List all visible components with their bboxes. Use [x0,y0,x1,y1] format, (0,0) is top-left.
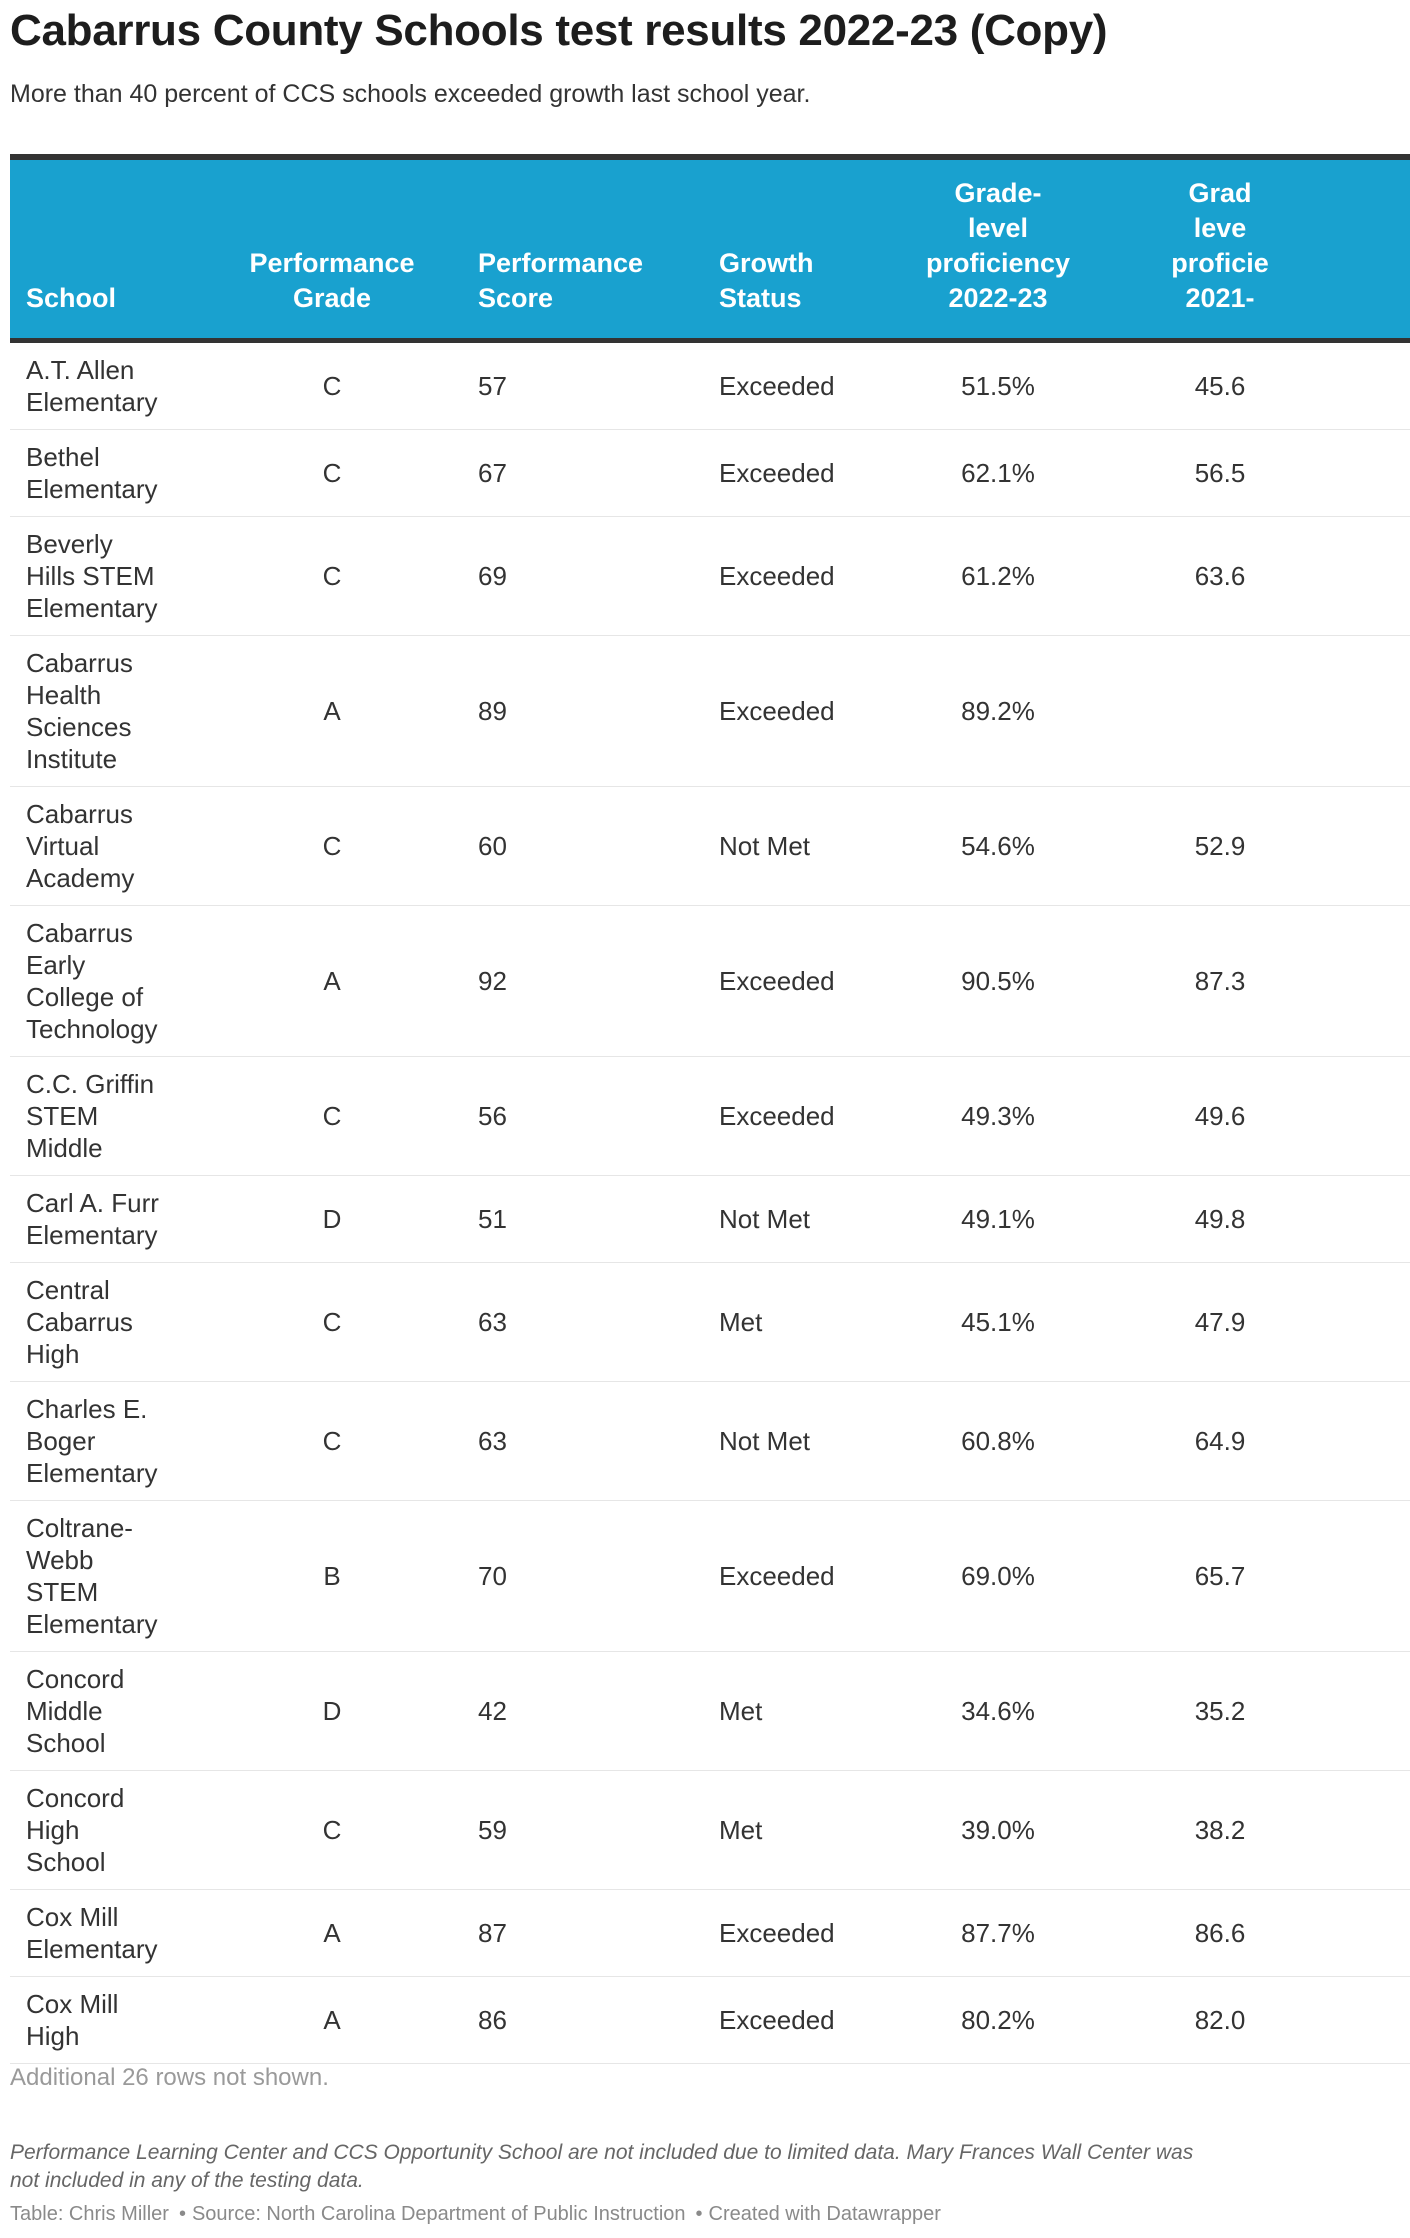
growth-status-cell: Not Met [719,831,811,861]
performance-score-cell: 69 [478,561,507,591]
byline-created: Created with Datawrapper [708,2203,941,2225]
table-row [10,1382,1410,1501]
performance-score-cell: 92 [478,966,507,996]
performance-grade-cell: A [323,1918,341,1948]
performance-grade-cell: D [322,1204,342,1234]
growth-status-cell: Exceeded [719,966,835,996]
proficiency-2022-23-cell: 62.1% [961,458,1035,488]
proficiency-2022-23-cell: 34.6% [961,1696,1035,1726]
more-rows-note: Additional 26 rows not shown. [10,2064,329,2091]
byline-separator: • [178,2203,186,2225]
school-name-cell: Cabarrus Virtual Academy [26,799,135,893]
proficiency-2021-22-cell: 35.2 [1194,1696,1246,1726]
table-row [10,1501,1410,1652]
performance-grade-cell: C [322,371,342,401]
growth-status-cell: Exceeded [719,696,835,726]
header-school[interactable]: School [26,283,117,313]
byline [10,2203,941,2226]
table-body [10,343,1410,2064]
performance-grade-cell: A [323,2005,341,2035]
performance-score-cell: 57 [478,371,507,401]
table-row [10,787,1410,906]
proficiency-2022-23-cell: 51.5% [961,371,1035,401]
byline-source: Source: North Carolina Department of Public Instruction [191,2203,686,2225]
data-table [10,154,1269,2051]
performance-grade-cell: A [323,966,341,996]
performance-score-cell: 42 [478,1696,507,1726]
proficiency-2021-22-cell: 47.9 [1194,1307,1246,1337]
proficiency-2021-22-cell: 87.3 [1194,966,1246,996]
proficiency-2021-22-cell: 45.6 [1194,371,1246,401]
table-row [10,1652,1410,1771]
performance-grade-cell: C [322,1307,342,1337]
table-row [10,1263,1410,1382]
chart-subtitle: More than 40 percent of CCS schools exceeded growth last school year. [10,80,811,108]
proficiency-2022-23-cell: 54.6% [961,831,1035,861]
header-performance-score[interactable]: Performance Score [478,248,644,313]
proficiency-2021-22-cell: 49.8 [1194,1204,1246,1234]
performance-grade-cell: D [322,1696,342,1726]
school-name-cell: Carl A. Furr Elementary [26,1188,159,1250]
school-name-cell: C.C. Griffin STEM Middle [26,1069,155,1163]
performance-score-cell: 70 [478,1561,507,1591]
performance-score-cell: 51 [478,1204,507,1234]
table-row [10,1057,1410,1176]
growth-status-cell: Met [719,1307,763,1337]
table-row [10,906,1410,1057]
performance-grade-cell: C [322,1815,342,1845]
proficiency-2022-23-cell: 45.1% [961,1307,1035,1337]
proficiency-2022-23-cell: 60.8% [961,1426,1035,1456]
performance-score-cell: 89 [478,696,507,726]
performance-score-cell: 87 [478,1918,507,1948]
school-name-cell: Concord Middle School [26,1664,125,1758]
performance-score-cell: 56 [478,1101,507,1131]
proficiency-2021-22-cell: 63.6 [1194,561,1246,591]
proficiency-2022-23-cell: 89.2% [961,696,1035,726]
growth-status-cell: Not Met [719,1426,811,1456]
school-name-cell: Cox Mill Elementary [26,1902,158,1964]
school-name-cell: Bethel Elementary [26,442,158,504]
performance-grade-cell: B [323,1561,341,1591]
header-proficiency-2022-23[interactable]: Grade- level proficiency 2022-23 [925,178,1071,313]
performance-grade-cell: C [322,831,342,861]
table-row [10,430,1410,517]
performance-grade-cell: C [322,1426,342,1456]
performance-score-cell: 59 [478,1815,507,1845]
table-row [10,1977,1410,2064]
growth-status-cell: Met [719,1815,763,1845]
table-row [10,636,1410,787]
proficiency-2021-22-cell: 82.0 [1194,2005,1246,2035]
school-name-cell: Cox Mill High [26,1989,119,2051]
proficiency-2021-22-cell: 65.7 [1194,1561,1246,1591]
growth-status-cell: Exceeded [719,2005,835,2035]
performance-grade-cell: A [323,696,341,726]
school-name-cell: Cabarrus Health Sciences Institute [26,648,133,774]
performance-score-cell: 63 [478,1426,507,1456]
proficiency-2021-22-cell: 86.6 [1194,1918,1246,1948]
header-proficiency-2021-22[interactable]: Grad leve proficie 2021- [1171,178,1269,313]
table-row [10,1176,1410,1263]
proficiency-2021-22-cell: 64.9 [1194,1426,1246,1456]
school-name-cell: Cabarrus Early College of Technology [26,918,158,1044]
proficiency-2022-23-cell: 87.7% [961,1918,1035,1948]
performance-score-cell: 67 [478,458,507,488]
header-growth-status[interactable]: Growth Status [719,248,814,313]
table-row [10,343,1410,430]
school-name-cell: Charles E. Boger Elementary [26,1394,158,1488]
proficiency-2022-23-cell: 80.2% [961,2005,1035,2035]
school-name-cell: Concord High School [26,1783,125,1877]
growth-status-cell: Exceeded [719,1101,835,1131]
growth-status-cell: Exceeded [719,1561,835,1591]
school-name-cell: Beverly Hills STEM Elementary [26,529,158,623]
proficiency-2022-23-cell: 69.0% [961,1561,1035,1591]
proficiency-2021-22-cell: 49.6 [1194,1101,1246,1131]
table-row [10,517,1410,636]
proficiency-2021-22-cell: 38.2 [1194,1815,1246,1845]
growth-status-cell: Exceeded [719,1918,835,1948]
table-header [10,160,1410,338]
proficiency-2021-22-cell: 56.5 [1194,458,1246,488]
proficiency-2022-23-cell: 90.5% [961,966,1035,996]
byline-separator: • [695,2203,703,2225]
growth-status-cell: Not Met [719,1204,811,1234]
chart-container [10,0,1269,2238]
proficiency-2022-23-cell: 49.3% [961,1101,1035,1131]
performance-grade-cell: C [322,561,342,591]
proficiency-2022-23-cell: 61.2% [961,561,1035,591]
byline-table-credit: Table: Chris Miller [10,2203,169,2225]
header-performance-grade[interactable]: Performance Grade [249,248,415,313]
performance-grade-cell: C [322,458,342,488]
performance-score-cell: 86 [478,2005,507,2035]
table-row [10,1890,1410,1977]
growth-status-cell: Exceeded [719,371,835,401]
performance-score-cell: 60 [478,831,507,861]
growth-status-cell: Met [719,1696,763,1726]
proficiency-2022-23-cell: 39.0% [961,1815,1035,1845]
performance-score-cell: 63 [478,1307,507,1337]
table-row [10,1771,1410,1890]
performance-grade-cell: C [322,1101,342,1131]
proficiency-2021-22-cell: 52.9 [1194,831,1246,861]
school-name-cell: A.T. Allen Elementary [26,355,158,417]
growth-status-cell: Exceeded [719,458,835,488]
school-name-cell: Central Cabarrus High [26,1275,133,1369]
proficiency-2022-23-cell: 49.1% [961,1204,1035,1234]
chart-title: Cabarrus County Schools test results 2022-23 (Copy) [10,6,1108,55]
growth-status-cell: Exceeded [719,561,835,591]
chart-notes: Performance Learning Center and CCS Opportunity School are not included due to limited data. Mary Frances Wall Center was not included in any of the testing data. [10,2141,1194,2192]
school-name-cell: Coltrane- Webb STEM Elementary [26,1513,158,1639]
